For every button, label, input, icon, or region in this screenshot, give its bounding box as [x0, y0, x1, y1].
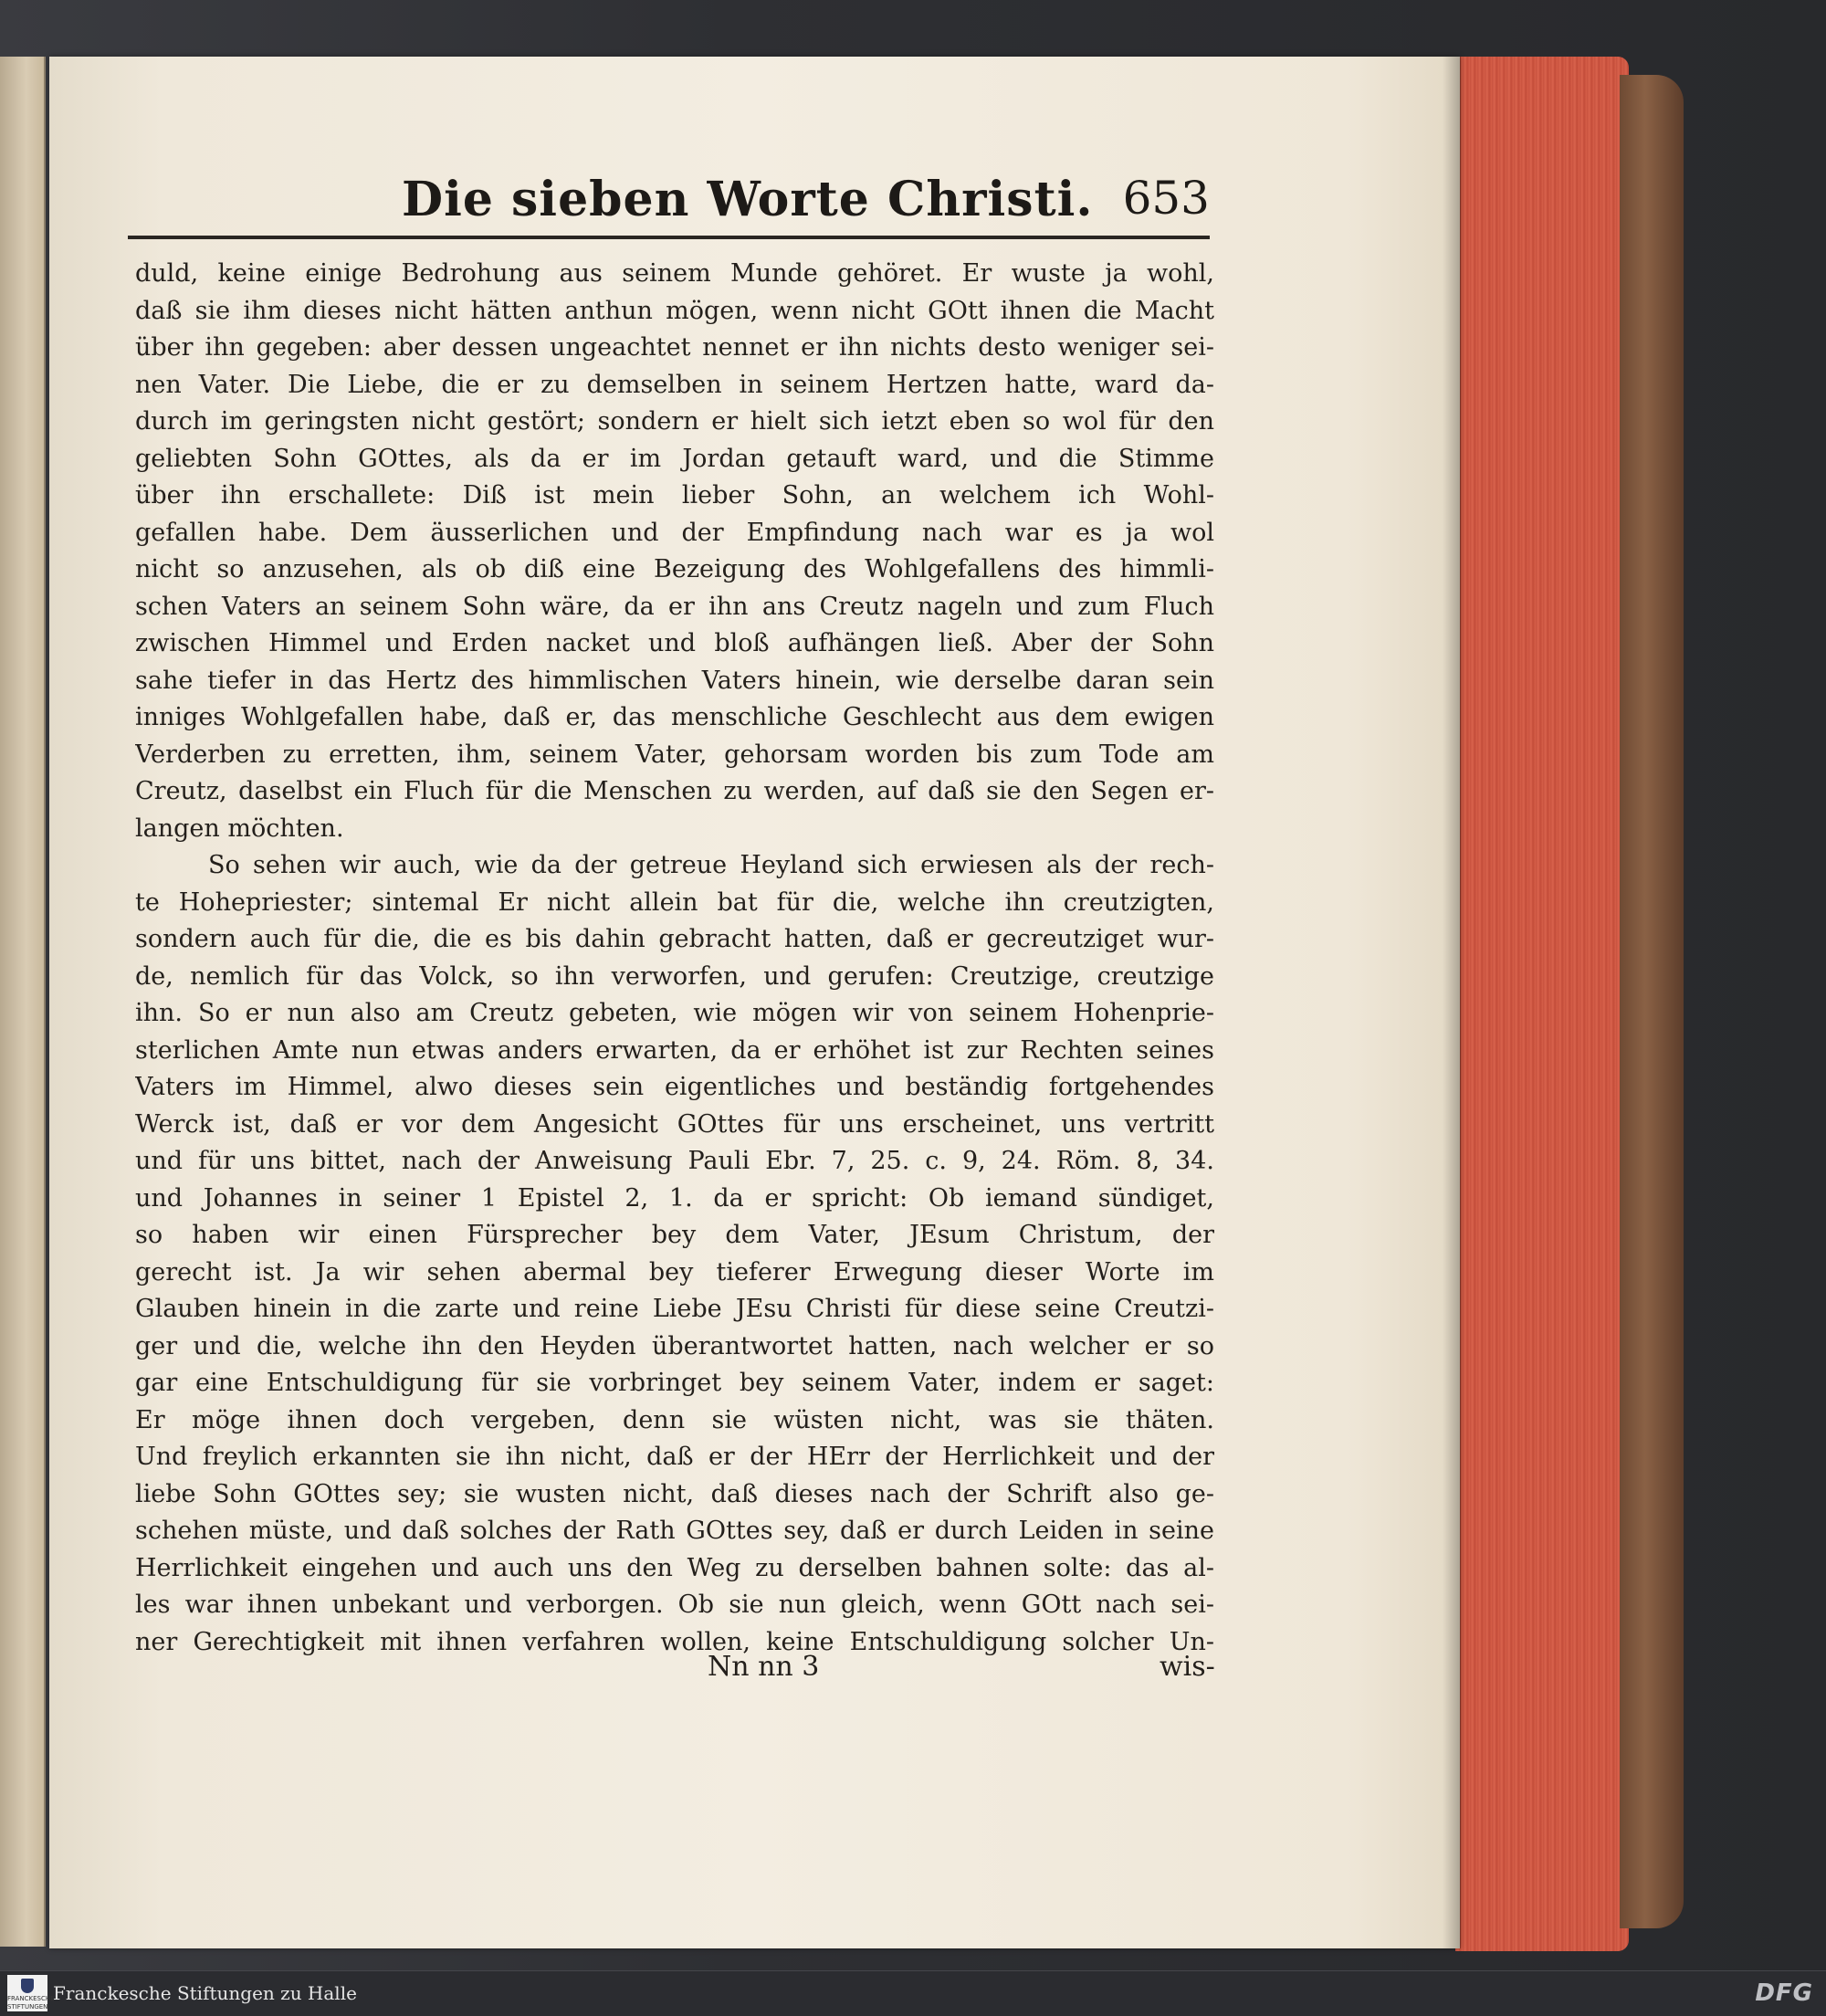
- text-line: nicht so anzusehen, als ob diß eine Bezeigung des Wohlgefallens des himmli-: [135, 555, 1214, 583]
- text-line: ger und die, welche ihn den Heyden überantwortet hatten, nach welcher er so: [135, 1331, 1214, 1360]
- paragraph-end-line: langen möchten.: [135, 814, 344, 843]
- logo-caption: FRANCKESCHE STIFTUNGEN: [7, 1995, 55, 2011]
- text-line: nen Vater. Die Liebe, die er zu demselben in seinem Hertzen hatte, ward da-: [135, 370, 1214, 399]
- text-line: gerecht ist. Ja wir sehen abermal bey tieferer Erwegung dieser Worte im: [135, 1257, 1214, 1286]
- text-line: Werck ist, daß er vor dem Angesicht GOttes für uns erscheinet, uns vertritt: [135, 1109, 1214, 1139]
- page-number: 653: [1122, 172, 1210, 225]
- text-line: Vaters im Himmel, alwo dieses sein eigentliches und beständig fortgehendes: [135, 1073, 1214, 1101]
- text-line: schehen müste, und daß solches der Rath GOttes sey, daß er durch Leiden in seine: [135, 1517, 1214, 1545]
- text-line: Verderben zu erretten, ihm, seinem Vater, gehorsam worden bis zum Tode am: [135, 740, 1214, 769]
- text-line: daß sie ihm dieses nicht hätten anthun mögen, wenn nicht GOtt ihnen die Macht: [135, 296, 1214, 325]
- body-text: [135, 256, 1214, 1661]
- text-line: über ihn erschallete: Diß ist mein lieber Sohn, an welchem ich Wohl-: [135, 481, 1214, 509]
- text-line: liebe Sohn GOttes sey; sie wusten nicht, daß dieses nach der Schrift also ge-: [135, 1479, 1214, 1508]
- book-fore-edge: [1455, 57, 1629, 1951]
- text-line: und für uns bittet, nach der Anweisung Pauli Ebr. 7, 25. c. 9, 24. Röm. 8, 34.: [135, 1147, 1214, 1175]
- viewer-footer-bar: [0, 1970, 1826, 2016]
- running-head: [128, 164, 1210, 237]
- signature-mark: Nn nn 3: [708, 1651, 820, 1683]
- text-line: gar eine Entschuldigung für sie vorbringet bey seinem Vater, indem er saget:: [135, 1369, 1214, 1397]
- text-line: ihn. So er nun also am Creutz gebeten, wie mögen wir von seinem Hohenprie-: [135, 999, 1214, 1027]
- text-line: so haben wir einen Fürsprecher bey dem Vater, JEsum Christum, der: [135, 1221, 1214, 1249]
- page-edge-shadow: [1443, 57, 1461, 1948]
- text-line: Glauben hinein in die zarte und reine Liebe JEsu Christi für diese seine Creutzi-: [135, 1295, 1214, 1323]
- dfg-logo[interactable]: DFG: [1755, 1979, 1813, 2007]
- text-line: über ihn gegeben: aber dessen ungeachtet nennet er ihn nichts desto weniger sei-: [135, 333, 1214, 362]
- text-line: Er möge ihnen doch vergeben, denn sie wüsten nicht, was sie thäten.: [135, 1405, 1214, 1434]
- crest-icon: [21, 1979, 34, 1993]
- text-line: zwischen Himmel und Erden nacket und bloß aufhängen ließ. Aber der Sohn: [135, 629, 1214, 657]
- text-line: schen Vaters an seinem Sohn wäre, da er ihn ans Creutz nageln und zum Fluch: [135, 592, 1214, 621]
- text-line: ner Gerechtigkeit mit ihnen verfahren wollen, keine Entschuldigung solcher Un-: [135, 1627, 1214, 1656]
- previous-page-edge: [0, 57, 46, 1947]
- institution-logo[interactable]: [7, 1975, 55, 2011]
- text-line: und Johannes in seiner 1 Epistel 2, 1. da er spricht: Ob iemand sündiget,: [135, 1183, 1214, 1213]
- text-line: geliebten Sohn GOttes, als da er im Jordan getauft ward, und die Stimme: [135, 444, 1214, 473]
- header-rule: [128, 236, 1210, 239]
- paragraph-start-line: So sehen wir auch, wie da der getreue Heyland sich erwiesen als der rech-: [208, 851, 1214, 879]
- text-line: Creutz, daselbst ein Fluch für die Menschen zu werden, auf daß sie den Segen er-: [135, 777, 1214, 805]
- text-line: te Hohepriester; sintemal Er nicht allein bat für die, welche ihn creutzigten,: [135, 887, 1214, 917]
- text-line: sahe tiefer in das Hertz des himmlischen Vaters hinein, wie derselbe daran sein: [135, 666, 1214, 695]
- text-line: Herrlichkeit eingehen und auch uns den Weg zu derselben bahnen solte: das al-: [135, 1553, 1214, 1582]
- text-line: durch im geringsten nicht gestört; sondern er hielt sich ietzt eben so wol für den: [135, 407, 1214, 436]
- text-line: de, nemlich für das Volck, so ihn verworfen, und gerufen: Creutzige, creutzige: [135, 961, 1214, 991]
- text-line: inniges Wohlgefallen habe, daß er, das menschliche Geschlecht aus dem ewigen: [135, 703, 1214, 731]
- text-line: Und freylich erkannten sie ihn nicht, daß er der HErr der Herrlichkeit und der: [135, 1443, 1214, 1471]
- institution-label[interactable]: Franckesche Stiftungen zu Halle: [53, 1982, 357, 2004]
- text-line: les war ihnen unbekant und verborgen. Ob sie nun gleich, wenn GOtt nach sei-: [135, 1591, 1214, 1619]
- running-title: Die sieben Worte Christi.: [402, 172, 1094, 227]
- text-line: gefallen habe. Dem äusserlichen und der Empfindung nach war es ja wol: [135, 518, 1214, 547]
- text-line: sondern auch für die, die es bis dahin gebracht hatten, daß er gecreutziget wur-: [135, 925, 1214, 953]
- text-line: sterlichen Amte nun etwas anders erwarten, da er erhöhet ist zur Rechten seines: [135, 1035, 1214, 1065]
- text-line: duld, keine einige Bedrohung aus seinem Munde gehöret. Er wuste ja wohl,: [135, 259, 1214, 288]
- catchword: wis-: [1160, 1651, 1215, 1683]
